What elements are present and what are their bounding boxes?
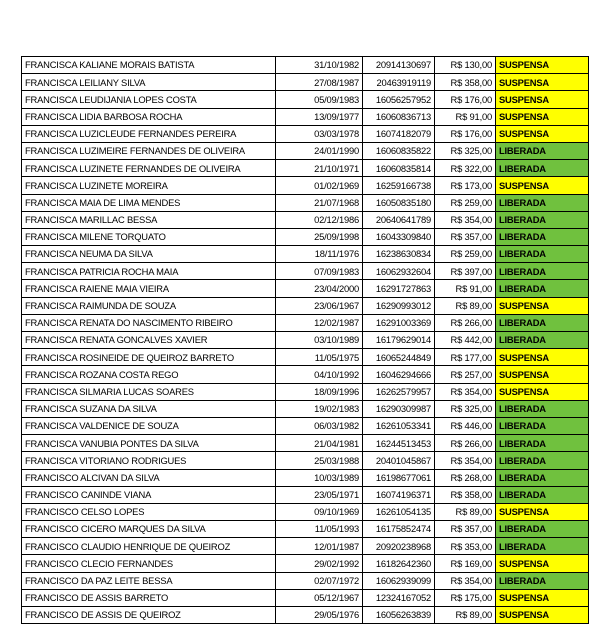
id-number-cell: 16074182079 [363,125,435,142]
id-number-cell: 16065244849 [363,349,435,366]
table-row [22,194,589,211]
value-cell: R$ 325,00 [435,400,496,417]
birth-date-cell: 09/10/1969 [276,503,363,520]
id-number-cell: 16062932604 [363,263,435,280]
status-cell: LIBERADA [496,314,589,331]
birth-date-cell: 05/12/1967 [276,589,363,606]
value-cell: R$ 130,00 [435,57,496,74]
table-row [22,263,589,280]
value-cell: R$ 354,00 [435,572,496,589]
name-cell: FRANCISCA LEUDIJANIA LOPES COSTA [22,91,276,108]
table-row [22,74,589,91]
table-row [22,297,589,314]
id-number-cell: 16060836713 [363,108,435,125]
status-cell: LIBERADA [496,572,589,589]
birth-date-cell: 10/03/1989 [276,469,363,486]
table-row [22,349,589,366]
table-row [22,435,589,452]
value-cell: R$ 176,00 [435,91,496,108]
id-number-cell: 16182642360 [363,555,435,572]
name-cell: FRANCISCA KALIANE MORAIS BATISTA [22,57,276,74]
birth-date-cell: 03/03/1978 [276,125,363,142]
id-number-cell: 16261053341 [363,417,435,434]
birth-date-cell: 18/11/1976 [276,246,363,263]
table-row [22,91,589,108]
table-body [22,57,589,624]
id-number-cell: 20914130697 [363,57,435,74]
status-cell: SUSPENSA [496,503,589,520]
id-number-cell: 16198677061 [363,469,435,486]
birth-date-cell: 11/05/1993 [276,521,363,538]
value-cell: R$ 353,00 [435,538,496,555]
name-cell: FRANCISCO DA PAZ LEITE BESSA [22,572,276,589]
id-number-cell: 16043309840 [363,228,435,245]
value-cell: R$ 357,00 [435,521,496,538]
table-row [22,314,589,331]
value-cell: R$ 89,00 [435,607,496,624]
id-number-cell: 20463919119 [363,74,435,91]
name-cell: FRANCISCO CLAUDIO HENRIQUE DE QUEIROZ [22,538,276,555]
birth-date-cell: 29/05/1976 [276,607,363,624]
value-cell: R$ 89,00 [435,503,496,520]
status-cell: LIBERADA [496,400,589,417]
table-row [22,366,589,383]
birth-date-cell: 23/06/1967 [276,297,363,314]
value-cell: R$ 259,00 [435,194,496,211]
name-cell: FRANCISCA RAIENE MAIA VIEIRA [22,280,276,297]
id-number-cell: 16261054135 [363,503,435,520]
birth-date-cell: 12/01/1987 [276,538,363,555]
table-row [22,125,589,142]
name-cell: FRANCISCA MILENE TORQUATO [22,228,276,245]
name-cell: FRANCISCA LIDIA BARBOSA ROCHA [22,108,276,125]
birth-date-cell: 23/04/2000 [276,280,363,297]
value-cell: R$ 358,00 [435,74,496,91]
name-cell: FRANCISCO CANINDE VIANA [22,486,276,503]
name-cell: FRANCISCO CLECIO FERNANDES [22,555,276,572]
value-cell: R$ 397,00 [435,263,496,280]
table-row [22,452,589,469]
table-row [22,503,589,520]
id-number-cell: 16291727863 [363,280,435,297]
name-cell: FRANCISCA ROSINEIDE DE QUEIROZ BARRETO [22,349,276,366]
birth-date-cell: 21/10/1971 [276,160,363,177]
name-cell: FRANCISCA PATRICIA ROCHA MAIA [22,263,276,280]
table-row [22,211,589,228]
id-number-cell: 16056257952 [363,91,435,108]
id-number-cell: 20920238968 [363,538,435,555]
birth-date-cell: 11/05/1975 [276,349,363,366]
value-cell: R$ 89,00 [435,297,496,314]
birth-date-cell: 06/03/1982 [276,417,363,434]
status-cell: LIBERADA [496,452,589,469]
name-cell: FRANCISCA LUZICLEUDE FERNANDES PEREIRA [22,125,276,142]
name-cell: FRANCISCO ALCIVAN DA SILVA [22,469,276,486]
value-cell: R$ 259,00 [435,246,496,263]
value-cell: R$ 176,00 [435,125,496,142]
value-cell: R$ 354,00 [435,383,496,400]
id-number-cell: 16056263839 [363,607,435,624]
name-cell: FRANCISCA VALDENICE DE SOUZA [22,417,276,434]
spreadsheet-table [21,56,589,624]
value-cell: R$ 446,00 [435,417,496,434]
status-cell: LIBERADA [496,417,589,434]
id-number-cell: 16046294666 [363,366,435,383]
name-cell: FRANCISCO DE ASSIS DE QUEIROZ [22,607,276,624]
status-cell: SUSPENSA [496,555,589,572]
name-cell: FRANCISCA SILMARIA LUCAS SOARES [22,383,276,400]
id-number-cell: 16060835814 [363,160,435,177]
birth-date-cell: 24/01/1990 [276,142,363,159]
table-row [22,469,589,486]
name-cell: FRANCISCO CELSO LOPES [22,503,276,520]
birth-date-cell: 02/07/1972 [276,572,363,589]
value-cell: R$ 257,00 [435,366,496,383]
status-cell: LIBERADA [496,228,589,245]
birth-date-cell: 04/10/1992 [276,366,363,383]
birth-date-cell: 18/09/1996 [276,383,363,400]
table-row [22,108,589,125]
birth-date-cell: 25/09/1998 [276,228,363,245]
id-number-cell: 16050835180 [363,194,435,211]
name-cell: FRANCISCA MARILLAC BESSA [22,211,276,228]
id-number-cell: 16262579957 [363,383,435,400]
table-row [22,280,589,297]
birth-date-cell: 25/03/1988 [276,452,363,469]
value-cell: R$ 91,00 [435,108,496,125]
value-cell: R$ 175,00 [435,589,496,606]
status-cell: SUSPENSA [496,366,589,383]
value-cell: R$ 357,00 [435,228,496,245]
name-cell: FRANCISCO CICERO MARQUES DA SILVA [22,521,276,538]
value-cell: R$ 358,00 [435,486,496,503]
table-row [22,538,589,555]
status-cell: LIBERADA [496,280,589,297]
status-cell: LIBERADA [496,538,589,555]
birth-date-cell: 02/12/1986 [276,211,363,228]
birth-date-cell: 29/02/1992 [276,555,363,572]
table-row [22,486,589,503]
value-cell: R$ 266,00 [435,435,496,452]
id-number-cell: 20401045867 [363,452,435,469]
value-cell: R$ 354,00 [435,211,496,228]
birth-date-cell: 21/07/1968 [276,194,363,211]
value-cell: R$ 169,00 [435,555,496,572]
name-cell: FRANCISCA RAIMUNDA DE SOUZA [22,297,276,314]
name-cell: FRANCISCA LUZIMEIRE FERNANDES DE OLIVEIRA [22,142,276,159]
table-row [22,177,589,194]
table-row [22,332,589,349]
status-cell: SUSPENSA [496,383,589,400]
value-cell: R$ 266,00 [435,314,496,331]
name-cell: FRANCISCA MAIA DE LIMA MENDES [22,194,276,211]
birth-date-cell: 07/09/1983 [276,263,363,280]
status-cell: SUSPENSA [496,74,589,91]
id-number-cell: 16175852474 [363,521,435,538]
status-cell: LIBERADA [496,142,589,159]
name-cell: FRANCISCO DE ASSIS BARRETO [22,589,276,606]
id-number-cell: 16291003369 [363,314,435,331]
birth-date-cell: 13/09/1977 [276,108,363,125]
value-cell: R$ 177,00 [435,349,496,366]
birth-date-cell: 23/05/1971 [276,486,363,503]
name-cell: FRANCISCA VANUBIA PONTES DA SILVA [22,435,276,452]
status-cell: LIBERADA [496,194,589,211]
birth-date-cell: 01/02/1969 [276,177,363,194]
id-number-cell: 16290993012 [363,297,435,314]
id-number-cell: 16074196371 [363,486,435,503]
table-row [22,160,589,177]
status-cell: LIBERADA [496,246,589,263]
status-cell: SUSPENSA [496,125,589,142]
name-cell: FRANCISCA RENATA DO NASCIMENTO RIBEIRO [22,314,276,331]
name-cell: FRANCISCA NEUMA DA SILVA [22,246,276,263]
status-cell: SUSPENSA [496,108,589,125]
status-cell: SUSPENSA [496,297,589,314]
value-cell: R$ 322,00 [435,160,496,177]
status-cell: LIBERADA [496,160,589,177]
birth-date-cell: 19/02/1983 [276,400,363,417]
table-row [22,57,589,74]
status-cell: LIBERADA [496,332,589,349]
table-row [22,607,589,624]
name-cell: FRANCISCA LUZINETE MOREIRA [22,177,276,194]
name-cell: FRANCISCA ROZANA COSTA REGO [22,366,276,383]
id-number-cell: 16290309987 [363,400,435,417]
id-number-cell: 16244513453 [363,435,435,452]
status-cell: SUSPENSA [496,589,589,606]
table-row [22,572,589,589]
id-number-cell: 12324167052 [363,589,435,606]
id-number-cell: 16238630834 [363,246,435,263]
status-cell: LIBERADA [496,521,589,538]
table-row [22,142,589,159]
birth-date-cell: 03/10/1989 [276,332,363,349]
birth-date-cell: 27/08/1987 [276,74,363,91]
birth-date-cell: 05/09/1983 [276,91,363,108]
name-cell: FRANCISCA LUZINETE FERNANDES DE OLIVEIRA [22,160,276,177]
id-number-cell: 16060835822 [363,142,435,159]
table-row [22,383,589,400]
table-row [22,555,589,572]
birth-date-cell: 31/10/1982 [276,57,363,74]
name-cell: FRANCISCA LEILIANY SILVA [22,74,276,91]
status-cell: SUSPENSA [496,349,589,366]
name-cell: FRANCISCA RENATA GONCALVES XAVIER [22,332,276,349]
status-cell: LIBERADA [496,263,589,280]
name-cell: FRANCISCA VITORIANO RODRIGUES [22,452,276,469]
value-cell: R$ 325,00 [435,142,496,159]
status-cell: SUSPENSA [496,57,589,74]
value-cell: R$ 173,00 [435,177,496,194]
value-cell: R$ 268,00 [435,469,496,486]
table-row [22,228,589,245]
id-number-cell: 20640641789 [363,211,435,228]
id-number-cell: 16179629014 [363,332,435,349]
table-row [22,246,589,263]
status-cell: SUSPENSA [496,177,589,194]
id-number-cell: 16062939099 [363,572,435,589]
value-cell: R$ 91,00 [435,280,496,297]
table-row [22,589,589,606]
value-cell: R$ 442,00 [435,332,496,349]
status-cell: SUSPENSA [496,607,589,624]
table-row [22,400,589,417]
status-cell: LIBERADA [496,435,589,452]
name-cell: FRANCISCA SUZANA DA SILVA [22,400,276,417]
value-cell: R$ 354,00 [435,452,496,469]
status-cell: LIBERADA [496,486,589,503]
status-cell: SUSPENSA [496,91,589,108]
table-row [22,521,589,538]
birth-date-cell: 21/04/1981 [276,435,363,452]
birth-date-cell: 12/02/1987 [276,314,363,331]
status-cell: LIBERADA [496,469,589,486]
id-number-cell: 16259166738 [363,177,435,194]
status-cell: LIBERADA [496,211,589,228]
table-row [22,417,589,434]
